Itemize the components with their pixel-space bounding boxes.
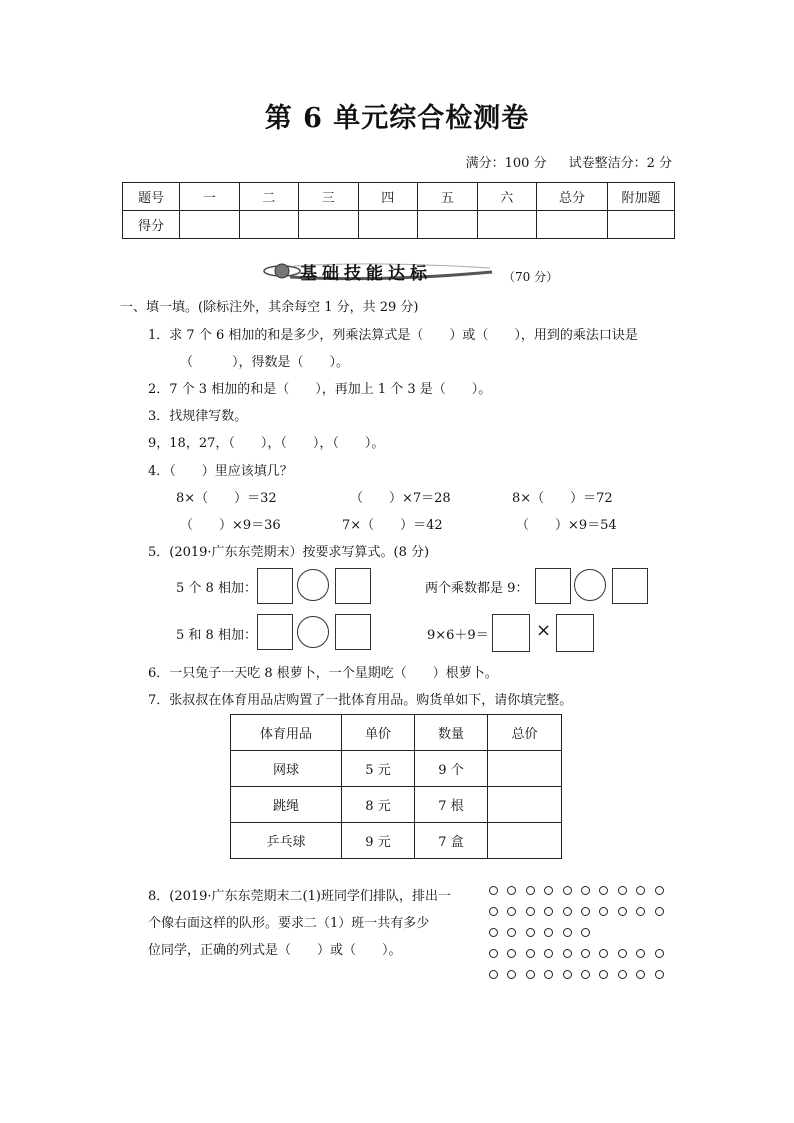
student-dot <box>526 949 535 958</box>
student-dot <box>526 970 535 979</box>
score-header-cell: 五 <box>418 183 478 211</box>
full-score: 满分：100 分 <box>465 156 547 171</box>
table-header-cell: 数量 <box>415 715 488 751</box>
table-cell: 8 元 <box>342 787 415 823</box>
student-dot <box>618 907 627 916</box>
table-cell: 网球 <box>231 751 342 787</box>
item-4: 4．（ ）里应该填几？ <box>148 464 293 479</box>
answer-box[interactable] <box>556 614 594 652</box>
score-table-header-row <box>123 183 675 211</box>
times-sign: × <box>536 620 552 641</box>
item-8-line-1: 8．(2019·广东东莞期末二(1)班同学们排队，排出一 <box>148 889 451 904</box>
student-dot <box>544 970 553 979</box>
score-cell[interactable] <box>477 211 537 239</box>
operator-circle[interactable] <box>574 569 606 601</box>
item-7: 7．张叔叔在体育用品店购置了一批体育用品。购货单如下，请你填完整。 <box>148 693 573 708</box>
score-table-score-row <box>123 211 675 239</box>
score-header-cell: 附加题 <box>608 183 675 211</box>
score-header-cell: 三 <box>299 183 359 211</box>
answer-box[interactable] <box>335 614 371 650</box>
score-cell[interactable] <box>418 211 478 239</box>
student-dot <box>636 970 645 979</box>
answer-box[interactable] <box>612 568 648 604</box>
question-1-heading: 一、填一填。(除标注外，其余每空 1 分，共 29 分) <box>120 300 419 315</box>
student-dot <box>636 907 645 916</box>
table-header-cell: 单价 <box>342 715 415 751</box>
student-dot <box>581 907 590 916</box>
student-dot <box>563 970 572 979</box>
dot-row <box>489 886 673 895</box>
student-dot <box>599 886 608 895</box>
answer-box[interactable] <box>492 614 530 652</box>
section-score: （70 分） <box>503 270 559 284</box>
table-cell: 9 元 <box>342 823 415 859</box>
equation: 8×（ ）＝32 <box>176 491 277 506</box>
student-dot <box>655 886 664 895</box>
item-1-line-2: （ ），得数是（ ）。 <box>180 355 350 370</box>
student-dot <box>507 970 516 979</box>
section-title: 基础技能达标 <box>300 264 432 284</box>
table-row <box>231 823 562 859</box>
student-dot <box>489 970 498 979</box>
student-dot <box>599 949 608 958</box>
score-row-label: 得分 <box>123 211 180 239</box>
equation: 8×（ ）＝72 <box>512 491 613 506</box>
neat-score: 试卷整洁分：2 分 <box>568 156 672 171</box>
item-8-line-3: 位同学，正确的列式是（ ）或（ ）。 <box>148 943 402 958</box>
item-5-c-label: 5 和 8 相加： <box>176 628 257 643</box>
score-header-cell: 总分 <box>537 183 608 211</box>
table-cell: 乒乓球 <box>231 823 342 859</box>
score-header-cell: 一 <box>180 183 240 211</box>
dot-row <box>489 907 673 916</box>
total-price-cell[interactable] <box>488 751 562 787</box>
student-dot <box>507 949 516 958</box>
student-dot <box>563 886 572 895</box>
student-dot <box>655 949 664 958</box>
score-info <box>466 152 672 171</box>
item-2: 2．7 个 3 相加的和是（ ），再加上 1 个 3 是（ ）。 <box>148 382 492 397</box>
dot-row <box>489 928 599 937</box>
table-header-cell: 总价 <box>488 715 562 751</box>
dot-row <box>489 949 673 958</box>
student-dot <box>526 928 535 937</box>
student-dot <box>581 970 590 979</box>
answer-box[interactable] <box>257 614 293 650</box>
item-3-sequence: 9，18，27，（ ），（ ），（ ）。 <box>148 436 385 451</box>
item-8-line-2: 个像右面这样的队形。要求二（1）班一共有多少 <box>148 916 430 931</box>
student-dot <box>544 949 553 958</box>
score-header-cell: 四 <box>358 183 418 211</box>
table-header-cell: 体育用品 <box>231 715 342 751</box>
student-dot <box>618 970 627 979</box>
score-cell[interactable] <box>608 211 675 239</box>
equation: （ ）×9＝54 <box>516 518 617 533</box>
student-dot <box>581 949 590 958</box>
student-dot <box>618 949 627 958</box>
table-cell: 7 盒 <box>415 823 488 859</box>
student-dot <box>581 886 590 895</box>
equation: 7×（ ）＝42 <box>342 518 443 533</box>
equation: （ ）×7＝28 <box>350 491 451 506</box>
student-dot <box>563 928 572 937</box>
score-cell[interactable] <box>239 211 299 239</box>
student-dot <box>489 907 498 916</box>
student-dot <box>636 949 645 958</box>
operator-circle[interactable] <box>297 569 329 601</box>
item-5-b-label: 两个乘数都是 9： <box>425 581 529 596</box>
equation: （ ）×9＝36 <box>180 518 281 533</box>
item-5-a-label: 5 个 8 相加： <box>176 581 257 596</box>
score-cell[interactable] <box>299 211 359 239</box>
item-1-line-1: 1．求 7 个 6 相加的和是多少，列乘法算式是（ ）或（ ），用到的乘法口诀是 <box>148 328 638 343</box>
table-cell: 跳绳 <box>231 787 342 823</box>
dot-row <box>489 970 673 979</box>
student-dot <box>581 928 590 937</box>
purchase-table <box>230 714 562 859</box>
answer-box[interactable] <box>257 568 293 604</box>
student-dot <box>526 886 535 895</box>
score-table <box>122 182 675 239</box>
table-cell: 7 根 <box>415 787 488 823</box>
student-dot <box>655 970 664 979</box>
student-dot <box>563 907 572 916</box>
item-5-d-label: 9×6＋9＝ <box>427 628 489 643</box>
score-cell[interactable] <box>358 211 418 239</box>
total-price-cell[interactable] <box>488 823 562 859</box>
answer-box[interactable] <box>335 568 371 604</box>
student-dot <box>599 970 608 979</box>
student-dot <box>544 928 553 937</box>
score-header-cell: 二 <box>239 183 299 211</box>
student-dot <box>489 886 498 895</box>
student-dot <box>489 949 498 958</box>
student-dot <box>563 949 572 958</box>
table-cell: 5 元 <box>342 751 415 787</box>
score-cell[interactable] <box>537 211 608 239</box>
student-dot <box>526 907 535 916</box>
student-dot <box>599 907 608 916</box>
answer-box[interactable] <box>535 568 571 604</box>
score-header-cell: 六 <box>477 183 537 211</box>
student-dot <box>618 886 627 895</box>
item-3: 3．找规律写数。 <box>148 409 248 424</box>
item-5: 5．(2019·广东东莞期末）按要求写算式。(8 分) <box>148 545 430 560</box>
total-price-cell[interactable] <box>488 787 562 823</box>
table-row <box>231 751 562 787</box>
student-dot <box>489 928 498 937</box>
student-dot <box>507 886 516 895</box>
table-row <box>231 715 562 751</box>
score-cell[interactable] <box>180 211 240 239</box>
student-dot <box>507 928 516 937</box>
score-header-cell: 题号 <box>123 183 180 211</box>
student-dot <box>655 907 664 916</box>
student-dot <box>636 886 645 895</box>
table-cell: 9 个 <box>415 751 488 787</box>
page-title: 第 6 单元综合检测卷 <box>264 103 530 134</box>
student-dot <box>507 907 516 916</box>
table-row <box>231 787 562 823</box>
operator-circle[interactable] <box>297 616 329 648</box>
student-dot <box>544 886 553 895</box>
item-6: 6．一只兔子一天吃 8 根萝卜，一个星期吃（ ）根萝卜。 <box>148 666 498 681</box>
student-dot <box>544 907 553 916</box>
